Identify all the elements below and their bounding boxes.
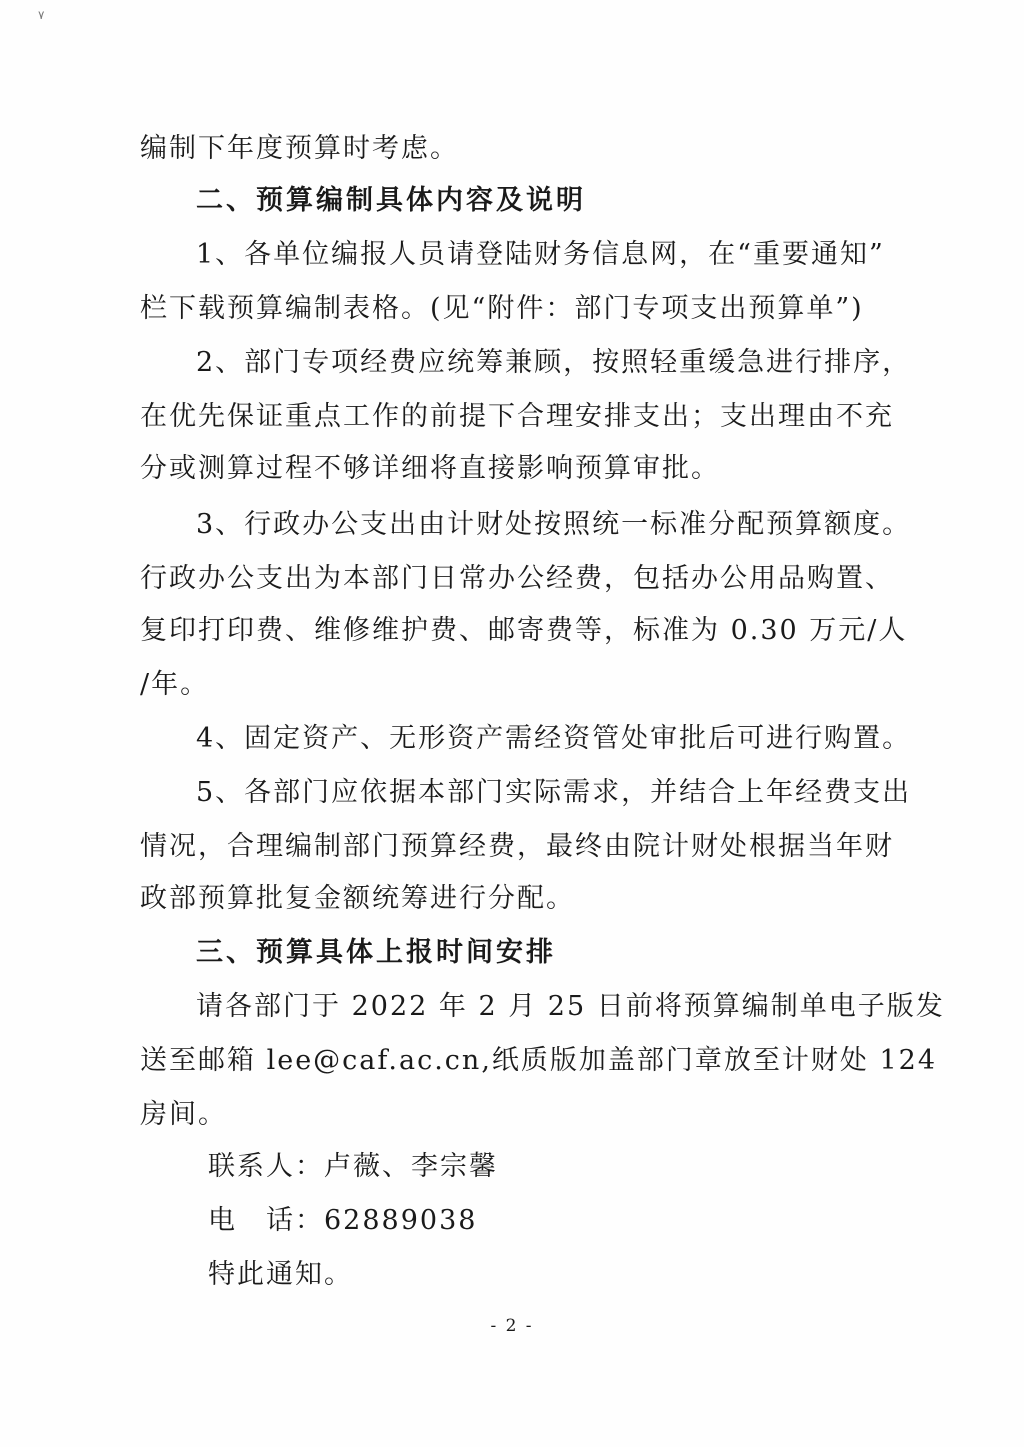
item-2-line-3: 分或测算过程不够详细将直接影响预算审批。 <box>140 453 720 484</box>
item-3-line-4: /年。 <box>140 669 210 700</box>
contact-persons: 联系人：卢薇、李宗馨 <box>208 1151 498 1182</box>
item-1-line-1: 1、各单位编报人员请登陆财务信息网，在“重要通知” <box>196 239 885 270</box>
submission-line-1: 请各部门于 2022 年 2 月 25 日前将预算编制单电子版发 <box>196 991 945 1022</box>
submission-line-3: 房间。 <box>140 1099 227 1130</box>
page-number: - 2 - <box>490 1316 534 1336</box>
item-3-line-2: 行政办公支出为本部门日常办公经费，包括办公用品购置、 <box>140 563 894 594</box>
item-3-line-1: 3、行政办公支出由计财处按照统一标准分配预算额度。 <box>196 509 912 540</box>
paragraph-continuation-line: 编制下年度预算时考虑。 <box>140 133 459 164</box>
item-5-line-2: 情况，合理编制部门预算经费，最终由院计财处根据当年财 <box>140 831 894 862</box>
item-5-line-1: 5、各部门应依据本部门实际需求，并结合上年经费支出 <box>196 777 912 808</box>
item-1-line-2: 栏下载预算编制表格。(见“附件：部门专项支出预算单”) <box>140 293 864 324</box>
section-heading-3: 三、预算具体上报时间安排 <box>196 937 556 968</box>
item-5-line-3: 政部预算批复金额统筹进行分配。 <box>140 883 575 914</box>
item-2-line-2: 在优先保证重点工作的前提下合理安排支出；支出理由不充 <box>140 401 894 432</box>
contact-phone: 电 话：62889038 <box>208 1205 478 1236</box>
closing-notice: 特此通知。 <box>208 1259 353 1290</box>
submission-line-2: 送至邮箱 lee@caf.ac.cn,纸质版加盖部门章放至计财处 124 <box>140 1045 938 1076</box>
item-4-line-1: 4、固定资产、无形资产需经资管处审批后可进行购置。 <box>196 723 912 754</box>
scan-artifact-mark: ٧ <box>38 8 45 22</box>
item-2-line-1: 2、部门专项经费应统筹兼顾，按照轻重缓急进行排序， <box>196 347 912 378</box>
section-heading-2: 二、预算编制具体内容及说明 <box>196 185 586 216</box>
item-3-line-3: 复印打印费、维修维护费、邮寄费等，标准为 0.30 万元/人 <box>140 615 908 646</box>
